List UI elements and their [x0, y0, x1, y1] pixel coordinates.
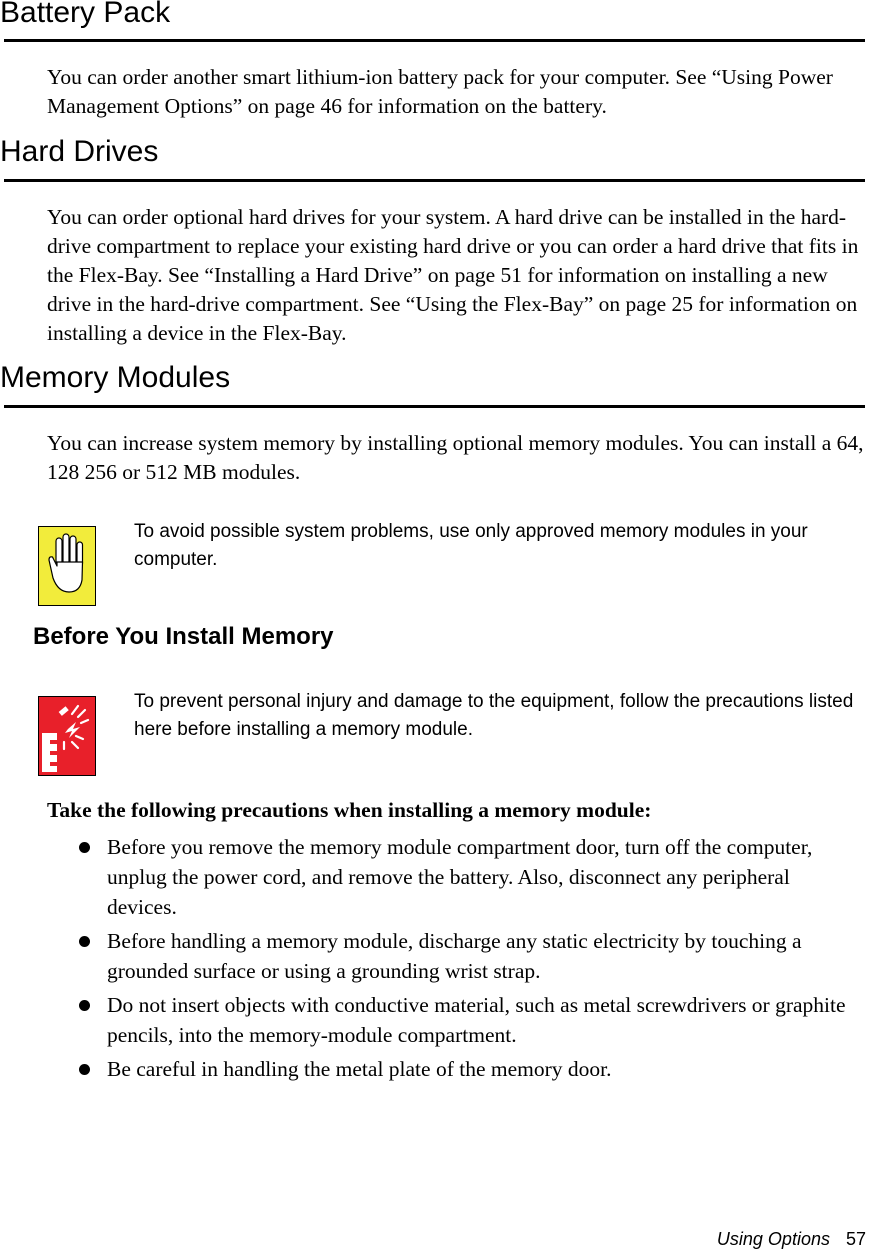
battery-pack-paragraph: You can order another smart lithium-ion battery pack for your computer. See “Using Power Management Options” on page 46 for information on the battery.	[47, 65, 833, 118]
caution-note-text: To avoid possible system problems, use only approved memory modules in your computer.	[134, 521, 808, 570]
bullet-icon	[79, 1064, 90, 1075]
subsection-title-before-install: Before You Install Memory	[33, 623, 334, 650]
precautions-list	[0, 832, 869, 1088]
page-number: 57	[845, 1229, 866, 1249]
section-title-memory-modules: Memory Modules	[0, 361, 231, 394]
precautions-lead: Take the following precautions when installing a memory module:	[47, 798, 652, 822]
stop-hand-icon	[38, 526, 96, 606]
section-title-hard-drives: Hard Drives	[0, 135, 159, 168]
memory-modules-paragraph: You can increase system memory by installing optional memory modules. You can install a 64, 128 256 or 512 MB modules.	[47, 431, 864, 484]
bullet-icon	[79, 936, 90, 947]
list-item: Before handling a memory module, discharge any static electricity by touching a grounded surface or using a grounding wrist strap.	[0, 926, 864, 986]
section-divider	[4, 39, 865, 42]
list-item: Before you remove the memory module compartment door, turn off the computer, unplug the power cord, and remove the battery. Also, disconnect any peripheral devices.	[0, 832, 864, 922]
section-divider	[4, 179, 865, 182]
hard-drives-paragraph: You can order optional hard drives for your system. A hard drive can be installed in the hard-drive compartment to replace your existing hard drive or you can order a hard drive that fits in the Flex-Bay. See “Installing a Hard Drive” on page 51 for information on installing a new drive in the hard-drive compartment. See “Using the Flex-Bay” on page 25 for information on installing a device in the Flex-Bay.	[47, 205, 859, 345]
list-item: Do not insert objects with conductive material, such as metal screwdrivers or graphite pencils, into the memory-module compartment.	[0, 990, 864, 1050]
footer-section-name: Using Options	[716, 1229, 830, 1249]
bullet-icon	[79, 842, 90, 853]
warning-note-text: To prevent personal injury and damage to the equipment, follow the precautions listed here before installing a memory module.	[134, 691, 854, 740]
page-footer	[717, 1228, 866, 1250]
section-divider	[4, 405, 865, 408]
bullet-icon	[79, 1000, 90, 1011]
electric-hazard-icon	[38, 696, 96, 776]
section-title-battery-pack: Battery Pack	[0, 0, 171, 29]
list-item: Be careful in handling the metal plate of the memory door.	[0, 1054, 864, 1084]
